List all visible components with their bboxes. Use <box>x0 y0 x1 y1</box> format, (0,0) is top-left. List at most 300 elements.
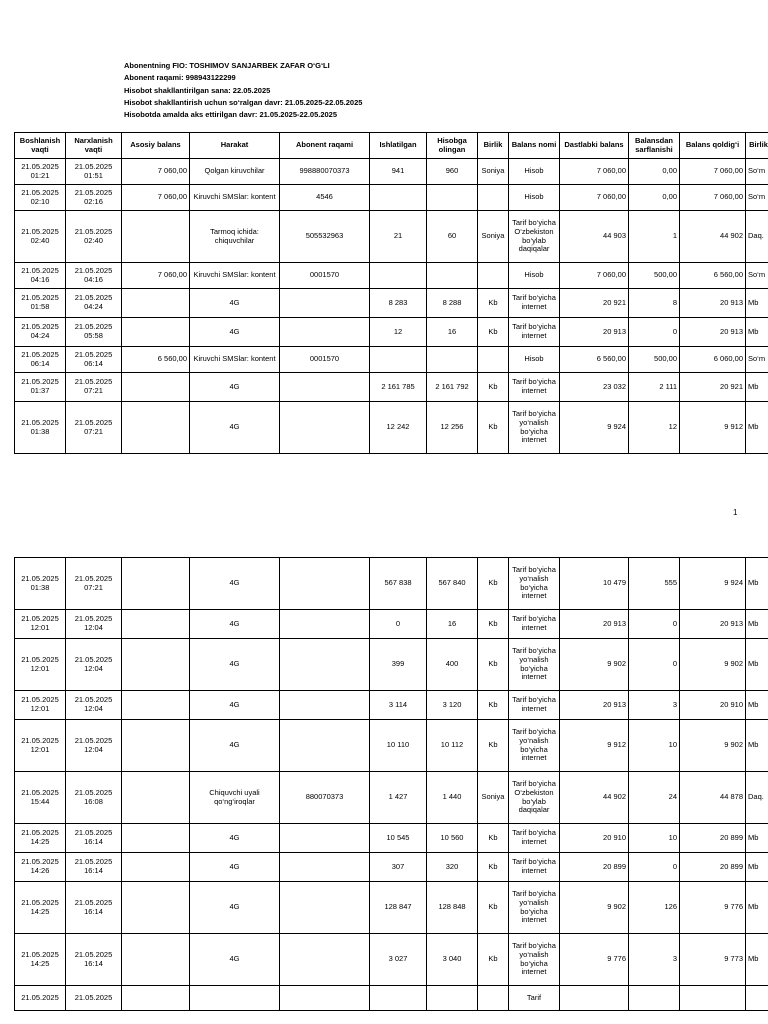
subscriber-number: Abonent raqami: 998943122299 <box>124 73 236 83</box>
start-time-cell: 21.05.2025 <box>15 986 66 1011</box>
balance-name-cell: Tarif bo‘yicha yo‘nalish bo‘yicha internet <box>509 720 560 772</box>
used-cell: 12 <box>370 318 427 347</box>
balance-unit-cell <box>746 986 768 1011</box>
subscriber-number-cell: 880070373 <box>280 772 370 824</box>
subscriber-number-cell: 0001570 <box>280 347 370 373</box>
counted-cell: 567 840 <box>427 558 478 610</box>
unit-cell: Kb <box>478 691 509 720</box>
counted-cell <box>427 185 478 211</box>
counted-cell: 8 288 <box>427 289 478 318</box>
used-cell: 10 545 <box>370 824 427 853</box>
used-cell <box>370 263 427 289</box>
column-header: Balans qoldig‘i <box>680 133 746 159</box>
main-balance-cell: 7 060,00 <box>122 263 190 289</box>
balance-name-cell: Hisob <box>509 347 560 373</box>
column-header: Abonent raqami <box>280 133 370 159</box>
column-header: Narxlanish vaqti <box>66 133 122 159</box>
action-cell: 4G <box>190 720 280 772</box>
start-time-cell: 21.05.2025 01:58 <box>15 289 66 318</box>
balance-spent-cell: 500,00 <box>629 263 680 289</box>
initial-balance-cell: 23 032 <box>560 373 629 402</box>
main-balance-cell <box>122 853 190 882</box>
page-number: 1 <box>733 508 738 517</box>
effective-period: Hisobotda amalda aks ettirilgan davr: 21.05.2025-22.05.2025 <box>124 110 338 120</box>
start-time-cell: 21.05.2025 02:40 <box>15 211 66 263</box>
pricing-time-cell: 21.05.2025 16:14 <box>66 882 122 934</box>
balance-spent-cell: 24 <box>629 772 680 824</box>
balance-unit-cell: So‘m <box>746 185 768 211</box>
table-row <box>15 934 768 986</box>
unit-cell: Soniya <box>478 159 509 185</box>
unit-cell: Kb <box>478 610 509 639</box>
counted-cell: 3 120 <box>427 691 478 720</box>
balance-spent-cell: 0 <box>629 610 680 639</box>
balance-remaining-cell: 6 060,00 <box>680 347 746 373</box>
action-cell: Qolgan kiruvchilar <box>190 159 280 185</box>
subscriber-number-cell <box>280 986 370 1011</box>
balance-unit-cell: Mb <box>746 720 768 772</box>
main-balance-cell: 6 560,00 <box>122 347 190 373</box>
subscriber-number-cell <box>280 720 370 772</box>
unit-cell: Kb <box>478 289 509 318</box>
action-cell: 4G <box>190 853 280 882</box>
pricing-time-cell: 21.05.2025 <box>66 986 122 1011</box>
unit-cell: Soniya <box>478 211 509 263</box>
start-time-cell: 21.05.2025 01:38 <box>15 402 66 454</box>
subscriber-name: Abonentning FIO: TOSHIMOV SANJARBEK ZAFAR O‘G‘LI <box>124 61 330 70</box>
initial-balance-cell: 6 560,00 <box>560 347 629 373</box>
used-cell: 12 242 <box>370 402 427 454</box>
table-row <box>15 373 768 402</box>
counted-cell: 1 440 <box>427 772 478 824</box>
used-cell: 1 427 <box>370 772 427 824</box>
pricing-time-cell: 21.05.2025 07:21 <box>66 373 122 402</box>
start-time-cell: 21.05.2025 04:16 <box>15 263 66 289</box>
pricing-time-cell: 21.05.2025 16:14 <box>66 934 122 986</box>
counted-cell: 2 161 792 <box>427 373 478 402</box>
balance-remaining-cell: 9 776 <box>680 882 746 934</box>
subscriber-number-cell <box>280 558 370 610</box>
unit-cell: Kb <box>478 402 509 454</box>
used-cell: 3 114 <box>370 691 427 720</box>
table-row <box>15 720 768 772</box>
column-header: Balans nomi <box>509 133 560 159</box>
main-balance-cell <box>122 558 190 610</box>
start-time-cell: 21.05.2025 02:10 <box>15 185 66 211</box>
subscriber-number-cell <box>280 824 370 853</box>
main-balance-cell <box>122 986 190 1011</box>
subscriber-number-cell: 4546 <box>280 185 370 211</box>
column-header: Hisobga olingan <box>427 133 478 159</box>
start-time-cell: 21.05.2025 14:25 <box>15 824 66 853</box>
table-row <box>15 882 768 934</box>
column-header: Harakat <box>190 133 280 159</box>
balance-remaining-cell: 20 910 <box>680 691 746 720</box>
unit-cell: Soniya <box>478 772 509 824</box>
counted-cell: 400 <box>427 639 478 691</box>
action-cell: 4G <box>190 934 280 986</box>
table-row <box>15 639 768 691</box>
balance-remaining-cell <box>680 986 746 1011</box>
start-time-cell: 21.05.2025 12:01 <box>15 610 66 639</box>
counted-cell: 320 <box>427 853 478 882</box>
initial-balance-cell: 9 902 <box>560 639 629 691</box>
unit-cell <box>478 185 509 211</box>
balance-unit-cell: So‘m <box>746 159 768 185</box>
balance-remaining-cell: 9 912 <box>680 402 746 454</box>
pricing-time-cell: 21.05.2025 16:14 <box>66 853 122 882</box>
main-balance-cell: 7 060,00 <box>122 159 190 185</box>
initial-balance-cell: 20 910 <box>560 824 629 853</box>
start-time-cell: 21.05.2025 01:38 <box>15 558 66 610</box>
balance-remaining-cell: 20 913 <box>680 610 746 639</box>
requested-period: Hisobot shakllantirish uchun so‘ralgan davr: 21.05.2025-22.05.2025 <box>124 97 363 107</box>
initial-balance-cell: 9 902 <box>560 882 629 934</box>
main-balance-cell <box>122 639 190 691</box>
initial-balance-cell: 9 776 <box>560 934 629 986</box>
main-balance-cell <box>122 691 190 720</box>
column-header: Birlik <box>478 133 509 159</box>
used-cell: 567 838 <box>370 558 427 610</box>
balance-spent-cell: 0 <box>629 639 680 691</box>
counted-cell: 10 560 <box>427 824 478 853</box>
unit-cell: Kb <box>478 934 509 986</box>
unit-cell: Kb <box>478 639 509 691</box>
action-cell: 4G <box>190 610 280 639</box>
column-header: Ishlatilgan <box>370 133 427 159</box>
balance-name-cell: Tarif bo‘yicha internet <box>509 318 560 347</box>
table-row <box>15 185 768 211</box>
unit-cell <box>478 347 509 373</box>
start-time-cell: 21.05.2025 01:37 <box>15 373 66 402</box>
balance-unit-cell: So‘m <box>746 347 768 373</box>
action-cell: Chiquvchi uyali qo‘ng‘iroqlar <box>190 772 280 824</box>
balance-unit-cell: Mb <box>746 289 768 318</box>
initial-balance-cell: 44 902 <box>560 772 629 824</box>
action-cell: 4G <box>190 402 280 454</box>
unit-cell: Kb <box>478 318 509 347</box>
unit-cell: Kb <box>478 824 509 853</box>
balance-remaining-cell: 9 924 <box>680 558 746 610</box>
initial-balance-cell: 20 913 <box>560 691 629 720</box>
main-balance-cell: 7 060,00 <box>122 185 190 211</box>
balance-name-cell: Tarif bo‘yicha yo‘nalish bo‘yicha internet <box>509 639 560 691</box>
main-balance-cell <box>122 289 190 318</box>
balance-spent-cell: 500,00 <box>629 347 680 373</box>
counted-cell: 16 <box>427 318 478 347</box>
used-cell <box>370 185 427 211</box>
table-row <box>15 289 768 318</box>
balance-remaining-cell: 44 902 <box>680 211 746 263</box>
used-cell: 0 <box>370 610 427 639</box>
action-cell: 4G <box>190 289 280 318</box>
pricing-time-cell: 21.05.2025 16:14 <box>66 824 122 853</box>
start-time-cell: 21.05.2025 04:24 <box>15 318 66 347</box>
pricing-time-cell: 21.05.2025 12:04 <box>66 610 122 639</box>
balance-name-cell: Hisob <box>509 159 560 185</box>
action-cell: Kiruvchi SMSlar: kontent <box>190 263 280 289</box>
subscriber-number-cell: 0001570 <box>280 263 370 289</box>
balance-name-cell: Tarif bo‘yicha internet <box>509 691 560 720</box>
table-row <box>15 691 768 720</box>
initial-balance-cell: 44 903 <box>560 211 629 263</box>
start-time-cell: 21.05.2025 15:44 <box>15 772 66 824</box>
balance-spent-cell: 12 <box>629 402 680 454</box>
table-row <box>15 853 768 882</box>
counted-cell: 10 112 <box>427 720 478 772</box>
action-cell: 4G <box>190 882 280 934</box>
balance-spent-cell: 0 <box>629 318 680 347</box>
used-cell: 128 847 <box>370 882 427 934</box>
action-cell: 4G <box>190 558 280 610</box>
counted-cell: 60 <box>427 211 478 263</box>
balance-spent-cell: 0,00 <box>629 185 680 211</box>
used-cell: 2 161 785 <box>370 373 427 402</box>
subscriber-number-cell <box>280 318 370 347</box>
initial-balance-cell: 20 913 <box>560 318 629 347</box>
table-row <box>15 986 768 1011</box>
balance-spent-cell: 10 <box>629 824 680 853</box>
subscriber-number-cell: 505532963 <box>280 211 370 263</box>
counted-cell <box>427 347 478 373</box>
pricing-time-cell: 21.05.2025 07:21 <box>66 402 122 454</box>
balance-spent-cell <box>629 986 680 1011</box>
initial-balance-cell: 10 479 <box>560 558 629 610</box>
action-cell: 4G <box>190 318 280 347</box>
unit-cell: Kb <box>478 853 509 882</box>
balance-name-cell: Tarif <box>509 986 560 1011</box>
action-cell: Kiruvchi SMSlar: kontent <box>190 347 280 373</box>
balance-name-cell: Tarif bo‘yicha yo‘nalish bo‘yicha internet <box>509 934 560 986</box>
balance-spent-cell: 126 <box>629 882 680 934</box>
main-balance-cell <box>122 772 190 824</box>
pricing-time-cell: 21.05.2025 12:04 <box>66 691 122 720</box>
table-row <box>15 263 768 289</box>
balance-remaining-cell: 44 878 <box>680 772 746 824</box>
subscriber-number-cell <box>280 639 370 691</box>
column-header: Asosiy balans <box>122 133 190 159</box>
initial-balance-cell: 7 060,00 <box>560 185 629 211</box>
balance-unit-cell: Mb <box>746 558 768 610</box>
main-balance-cell <box>122 402 190 454</box>
pricing-time-cell: 21.05.2025 04:16 <box>66 263 122 289</box>
balance-name-cell: Tarif bo‘yicha O‘zbekiston bo‘ylab daqiqalar <box>509 211 560 263</box>
balance-unit-cell: Mb <box>746 691 768 720</box>
initial-balance-cell: 7 060,00 <box>560 159 629 185</box>
balance-remaining-cell: 20 899 <box>680 853 746 882</box>
balance-name-cell: Tarif bo‘yicha internet <box>509 289 560 318</box>
action-cell: 4G <box>190 639 280 691</box>
unit-cell: Kb <box>478 558 509 610</box>
balance-name-cell: Tarif bo‘yicha internet <box>509 824 560 853</box>
balance-unit-cell: Mb <box>746 639 768 691</box>
balance-spent-cell: 3 <box>629 691 680 720</box>
main-balance-cell <box>122 610 190 639</box>
balance-unit-cell: Mb <box>746 934 768 986</box>
counted-cell: 128 848 <box>427 882 478 934</box>
main-balance-cell <box>122 211 190 263</box>
counted-cell: 3 040 <box>427 934 478 986</box>
used-cell: 307 <box>370 853 427 882</box>
column-header: Dastlabki balans <box>560 133 629 159</box>
table-row <box>15 772 768 824</box>
balance-remaining-cell: 7 060,00 <box>680 159 746 185</box>
unit-cell: Kb <box>478 720 509 772</box>
unit-cell <box>478 263 509 289</box>
pricing-time-cell: 21.05.2025 05:58 <box>66 318 122 347</box>
pricing-time-cell: 21.05.2025 12:04 <box>66 720 122 772</box>
unit-cell: Kb <box>478 373 509 402</box>
main-balance-cell <box>122 720 190 772</box>
balance-remaining-cell: 20 913 <box>680 318 746 347</box>
balance-spent-cell: 10 <box>629 720 680 772</box>
used-cell <box>370 347 427 373</box>
balance-unit-cell: Mb <box>746 318 768 347</box>
used-cell: 8 283 <box>370 289 427 318</box>
counted-cell <box>427 986 478 1011</box>
main-balance-cell <box>122 882 190 934</box>
balance-remaining-cell: 20 921 <box>680 373 746 402</box>
balance-spent-cell: 0,00 <box>629 159 680 185</box>
main-balance-cell <box>122 373 190 402</box>
counted-cell: 16 <box>427 610 478 639</box>
initial-balance-cell: 20 899 <box>560 853 629 882</box>
subscriber-number-cell: 998880070373 <box>280 159 370 185</box>
unit-cell: Kb <box>478 882 509 934</box>
column-header: Boshlanish vaqti <box>15 133 66 159</box>
initial-balance-cell: 7 060,00 <box>560 263 629 289</box>
table-row <box>15 610 768 639</box>
counted-cell: 960 <box>427 159 478 185</box>
balance-unit-cell: So‘m <box>746 263 768 289</box>
subscriber-number-cell <box>280 610 370 639</box>
pricing-time-cell: 21.05.2025 07:21 <box>66 558 122 610</box>
balance-spent-cell: 1 <box>629 211 680 263</box>
pricing-time-cell: 21.05.2025 02:40 <box>66 211 122 263</box>
start-time-cell: 21.05.2025 12:01 <box>15 720 66 772</box>
action-cell: 4G <box>190 824 280 853</box>
main-balance-cell <box>122 824 190 853</box>
balance-name-cell: Tarif bo‘yicha internet <box>509 373 560 402</box>
subscriber-number-cell <box>280 882 370 934</box>
balance-remaining-cell: 7 060,00 <box>680 185 746 211</box>
subscriber-number-cell <box>280 289 370 318</box>
balance-spent-cell: 555 <box>629 558 680 610</box>
start-time-cell: 21.05.2025 06:14 <box>15 347 66 373</box>
action-cell: 4G <box>190 691 280 720</box>
balance-unit-cell: Daq. <box>746 772 768 824</box>
used-cell: 3 027 <box>370 934 427 986</box>
balance-name-cell: Tarif bo‘yicha O‘zbekiston bo‘ylab daqiqalar <box>509 772 560 824</box>
used-cell: 21 <box>370 211 427 263</box>
start-time-cell: 21.05.2025 12:01 <box>15 639 66 691</box>
pricing-time-cell: 21.05.2025 04:24 <box>66 289 122 318</box>
subscriber-number-cell <box>280 853 370 882</box>
balance-spent-cell: 8 <box>629 289 680 318</box>
action-cell <box>190 986 280 1011</box>
main-balance-cell <box>122 318 190 347</box>
usage-table-page1 <box>14 132 768 454</box>
subscriber-number-cell <box>280 402 370 454</box>
subscriber-number-cell <box>280 373 370 402</box>
initial-balance-cell: 9 912 <box>560 720 629 772</box>
pricing-time-cell: 21.05.2025 06:14 <box>66 347 122 373</box>
balance-unit-cell: Mb <box>746 610 768 639</box>
subscriber-number-cell <box>280 934 370 986</box>
table-row <box>15 347 768 373</box>
balance-unit-cell: Mb <box>746 882 768 934</box>
balance-name-cell: Hisob <box>509 185 560 211</box>
initial-balance-cell: 20 913 <box>560 610 629 639</box>
balance-spent-cell: 0 <box>629 853 680 882</box>
balance-spent-cell: 3 <box>629 934 680 986</box>
balance-name-cell: Tarif bo‘yicha yo‘nalish bo‘yicha internet <box>509 402 560 454</box>
balance-unit-cell: Daq. <box>746 211 768 263</box>
table-row <box>15 824 768 853</box>
used-cell <box>370 986 427 1011</box>
start-time-cell: 21.05.2025 14:26 <box>15 853 66 882</box>
report-date: Hisobot shakllantirilgan sana: 22.05.2025 <box>124 85 271 95</box>
column-header: Birlik <box>746 133 768 159</box>
pricing-time-cell: 21.05.2025 01:51 <box>66 159 122 185</box>
unit-cell <box>478 986 509 1011</box>
balance-spent-cell: 2 111 <box>629 373 680 402</box>
table-row <box>15 211 768 263</box>
balance-unit-cell: Mb <box>746 853 768 882</box>
used-cell: 10 110 <box>370 720 427 772</box>
table-row <box>15 318 768 347</box>
initial-balance-cell: 20 921 <box>560 289 629 318</box>
pricing-time-cell: 21.05.2025 02:16 <box>66 185 122 211</box>
usage-table-page2 <box>14 557 768 1011</box>
start-time-cell: 21.05.2025 12:01 <box>15 691 66 720</box>
balance-name-cell: Tarif bo‘yicha yo‘nalish bo‘yicha internet <box>509 882 560 934</box>
balance-name-cell: Tarif bo‘yicha internet <box>509 610 560 639</box>
initial-balance-cell: 9 924 <box>560 402 629 454</box>
used-cell: 399 <box>370 639 427 691</box>
table-row <box>15 558 768 610</box>
balance-name-cell: Tarif bo‘yicha internet <box>509 853 560 882</box>
balance-remaining-cell: 9 902 <box>680 720 746 772</box>
balance-remaining-cell: 6 560,00 <box>680 263 746 289</box>
subscriber-number-cell <box>280 691 370 720</box>
balance-name-cell: Hisob <box>509 263 560 289</box>
balance-unit-cell: Mb <box>746 373 768 402</box>
counted-cell: 12 256 <box>427 402 478 454</box>
report-header <box>124 60 362 121</box>
start-time-cell: 21.05.2025 01:21 <box>15 159 66 185</box>
action-cell: Kiruvchi SMSlar: kontent <box>190 185 280 211</box>
balance-remaining-cell: 20 913 <box>680 289 746 318</box>
action-cell: 4G <box>190 373 280 402</box>
column-header: Balansdan sarflanishi <box>629 133 680 159</box>
start-time-cell: 21.05.2025 14:25 <box>15 882 66 934</box>
counted-cell <box>427 263 478 289</box>
balance-unit-cell: Mb <box>746 402 768 454</box>
main-balance-cell <box>122 934 190 986</box>
start-time-cell: 21.05.2025 14:25 <box>15 934 66 986</box>
balance-remaining-cell: 9 902 <box>680 639 746 691</box>
balance-unit-cell: Mb <box>746 824 768 853</box>
initial-balance-cell <box>560 986 629 1011</box>
table-row <box>15 402 768 454</box>
action-cell: Tarmoq ichida: chiquvchilar <box>190 211 280 263</box>
pricing-time-cell: 21.05.2025 16:08 <box>66 772 122 824</box>
used-cell: 941 <box>370 159 427 185</box>
balance-name-cell: Tarif bo‘yicha yo‘nalish bo‘yicha internet <box>509 558 560 610</box>
pricing-time-cell: 21.05.2025 12:04 <box>66 639 122 691</box>
balance-remaining-cell: 20 899 <box>680 824 746 853</box>
